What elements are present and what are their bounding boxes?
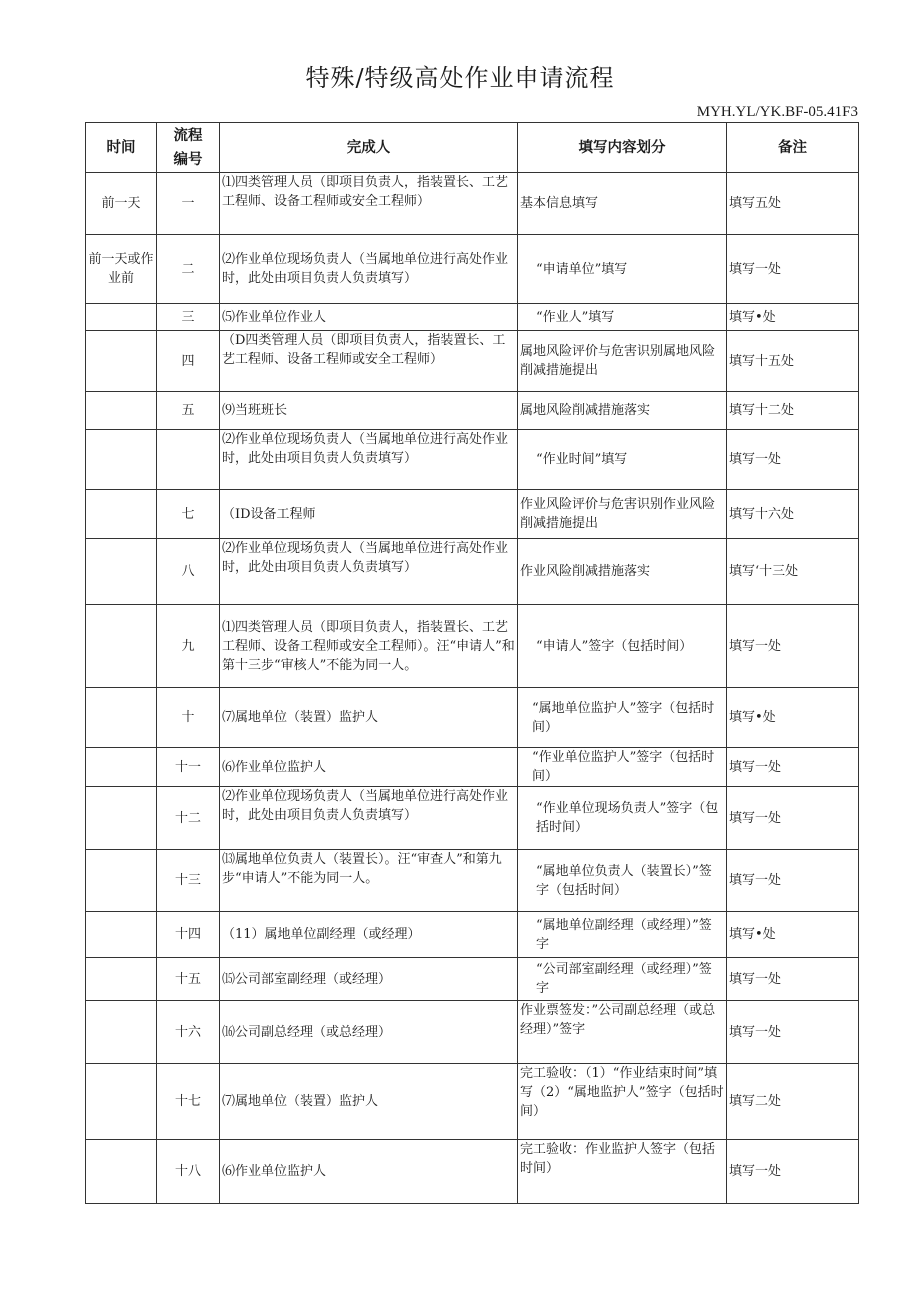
row-number: 八 bbox=[157, 539, 220, 605]
row-number: 十一 bbox=[157, 748, 220, 787]
row-person: （D四类管理人员（即项目负责人，指装置长、工艺工程师、设备工程师或安全工程师） bbox=[220, 331, 518, 392]
row-time bbox=[86, 331, 157, 392]
row-note: 填写十二处 bbox=[727, 392, 859, 430]
row-person: ⑴四类管理人员（即项目负责人，指装置长、工艺工程师、设备工程师或安全工程师） bbox=[220, 173, 518, 235]
row-content: “申请单位”填写 bbox=[518, 235, 727, 304]
row-note: 填写一处 bbox=[727, 605, 859, 688]
row-time bbox=[86, 1140, 157, 1204]
row-content: 属地风险削减措施落实 bbox=[518, 392, 727, 430]
table-row bbox=[86, 331, 859, 392]
row-person: ⑵作业单位现场负责人（当属地单位进行高处作业时，此处由项目负责人负责填写） bbox=[220, 430, 518, 490]
row-person: ⑵作业单位现场负责人（当属地单位进行高处作业时，此处由项目负责人负责填写） bbox=[220, 787, 518, 850]
header-number bbox=[157, 123, 220, 173]
header-note: 备注 bbox=[727, 123, 859, 173]
table-row bbox=[86, 430, 859, 490]
page-title: 特殊/特级高处作业申请流程 bbox=[305, 64, 615, 92]
row-note: 填写五处 bbox=[727, 173, 859, 235]
row-number: 七 bbox=[157, 490, 220, 539]
row-number: 十二 bbox=[157, 787, 220, 850]
header-content: 填写内容划分 bbox=[518, 123, 727, 173]
row-number: 十七 bbox=[157, 1064, 220, 1140]
row-number: 十八 bbox=[157, 1140, 220, 1204]
row-content: 作业票签发：”公司副总经理（或总经理）”签字 bbox=[518, 1001, 727, 1064]
table-header-row bbox=[86, 123, 859, 173]
procedure-table bbox=[85, 122, 859, 1204]
table-row bbox=[86, 304, 859, 331]
row-note: 填写•处 bbox=[727, 912, 859, 958]
table-row bbox=[86, 539, 859, 605]
row-content: “属地单位监护人”签字（包括时间） bbox=[518, 688, 727, 748]
header-number-line1: 流程 bbox=[173, 127, 203, 144]
row-number: 一 bbox=[157, 173, 220, 235]
row-time: 前一天 bbox=[86, 173, 157, 235]
row-note: 填写•处 bbox=[727, 304, 859, 331]
row-content: “作业人”填写 bbox=[518, 304, 727, 331]
row-note: 填写二处 bbox=[727, 1064, 859, 1140]
row-time bbox=[86, 1001, 157, 1064]
row-number: 十五 bbox=[157, 958, 220, 1001]
row-person: ⑹作业单位监护人 bbox=[220, 748, 518, 787]
form-code: MYH.YL/YK.BF-05.41F3 bbox=[696, 104, 858, 120]
row-number: 十三 bbox=[157, 850, 220, 912]
table-row bbox=[86, 235, 859, 304]
header-person: 完成人 bbox=[220, 123, 518, 173]
row-time bbox=[86, 304, 157, 331]
row-content: “属地单位副经理（或经理）”签字 bbox=[518, 912, 727, 958]
table-row bbox=[86, 787, 859, 850]
row-person: ⑺属地单位（装置）监护人 bbox=[220, 688, 518, 748]
row-note: 填写•处 bbox=[727, 688, 859, 748]
row-person: ⑼当班班长 bbox=[220, 392, 518, 430]
row-note: 填写一处 bbox=[727, 748, 859, 787]
row-time bbox=[86, 958, 157, 1001]
table-row bbox=[86, 1001, 859, 1064]
row-content: “公司部室副经理（或经理）”签字 bbox=[518, 958, 727, 1001]
row-number: 三 bbox=[157, 304, 220, 331]
row-person: ⒀属地单位负责人（装置长）。汪“审查人”和第九步“申请人”不能为同一人。 bbox=[220, 850, 518, 912]
row-time bbox=[86, 850, 157, 912]
row-content: 作业风险评价与危害识别作业风险削减措施提出 bbox=[518, 490, 727, 539]
row-person: ⑵作业单位现场负责人（当属地单位进行高处作业时，此处由项目负责人负责填写） bbox=[220, 235, 518, 304]
row-person: ⒂公司部室副经理（或经理） bbox=[220, 958, 518, 1001]
table-row bbox=[86, 1064, 859, 1140]
row-note: 填写一处 bbox=[727, 958, 859, 1001]
row-note: 填写一处 bbox=[727, 235, 859, 304]
row-number: 十 bbox=[157, 688, 220, 748]
row-person: ⑴四类管理人员（即项目负责人，指装置长、工艺工程师、设备工程师或安全工程师）。汪“申请人”和第十三步“审核人”不能为同一人。 bbox=[220, 605, 518, 688]
table-row bbox=[86, 958, 859, 1001]
row-content: “作业单位现场负责人”签字（包括时间） bbox=[518, 787, 727, 850]
row-person: ⒃公司副总经理（或总经理） bbox=[220, 1001, 518, 1064]
row-time bbox=[86, 605, 157, 688]
row-content: 作业风险削减措施落实 bbox=[518, 539, 727, 605]
row-note: 填写一处 bbox=[727, 850, 859, 912]
row-note: 填写一处 bbox=[727, 1001, 859, 1064]
table-row bbox=[86, 912, 859, 958]
row-number: 二 bbox=[157, 235, 220, 304]
row-number: 十四 bbox=[157, 912, 220, 958]
row-number: 五 bbox=[157, 392, 220, 430]
row-content: “属地单位负责人（装置长）”签字（包括时间） bbox=[518, 850, 727, 912]
row-note: 填写一处 bbox=[727, 1140, 859, 1204]
row-time bbox=[86, 392, 157, 430]
row-time bbox=[86, 787, 157, 850]
row-number: 十六 bbox=[157, 1001, 220, 1064]
row-person: （ID设备工程师 bbox=[220, 490, 518, 539]
row-person: ⑸作业单位作业人 bbox=[220, 304, 518, 331]
row-time bbox=[86, 1064, 157, 1140]
table-row bbox=[86, 748, 859, 787]
table-row bbox=[86, 1140, 859, 1204]
row-note: 填写十六处 bbox=[727, 490, 859, 539]
row-content: 基本信息填写 bbox=[518, 173, 727, 235]
row-number: 九 bbox=[157, 605, 220, 688]
table-row bbox=[86, 392, 859, 430]
row-person: ⑺属地单位（装置）监护人 bbox=[220, 1064, 518, 1140]
row-content: “作业单位监护人”签字（包括时间） bbox=[518, 748, 727, 787]
row-person: ⑵作业单位现场负责人（当属地单位进行高处作业时，此处由项目负责人负责填写） bbox=[220, 539, 518, 605]
header-number-line2: 编号 bbox=[173, 151, 203, 168]
row-person: （11）属地单位副经理（或经理） bbox=[220, 912, 518, 958]
row-content: 完工验收：作业监护人签字（包括时间） bbox=[518, 1140, 727, 1204]
table-row bbox=[86, 173, 859, 235]
row-note: 填写‘十三处 bbox=[727, 539, 859, 605]
row-time bbox=[86, 912, 157, 958]
row-time bbox=[86, 748, 157, 787]
row-time bbox=[86, 430, 157, 490]
table-row bbox=[86, 850, 859, 912]
row-number: 四 bbox=[157, 331, 220, 392]
row-content: “申请人”签字（包括时间） bbox=[518, 605, 727, 688]
row-content: 完工验收：（1）“作业结束时间”填写（2）“属地监护人”签字（包括时间） bbox=[518, 1064, 727, 1140]
row-content: 属地风险评价与危害识别属地风险削减措施提出 bbox=[518, 331, 727, 392]
header-time: 时间 bbox=[86, 123, 157, 173]
row-person: ⑹作业单位监护人 bbox=[220, 1140, 518, 1204]
table-row bbox=[86, 688, 859, 748]
row-note: 填写十五处 bbox=[727, 331, 859, 392]
table-row bbox=[86, 605, 859, 688]
row-note: 填写一处 bbox=[727, 787, 859, 850]
row-time bbox=[86, 688, 157, 748]
row-time bbox=[86, 490, 157, 539]
table-row bbox=[86, 490, 859, 539]
row-time bbox=[86, 539, 157, 605]
row-content: “作业时间”填写 bbox=[518, 430, 727, 490]
row-time: 前一天或作业前 bbox=[86, 235, 157, 304]
row-note: 填写一处 bbox=[727, 430, 859, 490]
row-number bbox=[157, 430, 220, 490]
